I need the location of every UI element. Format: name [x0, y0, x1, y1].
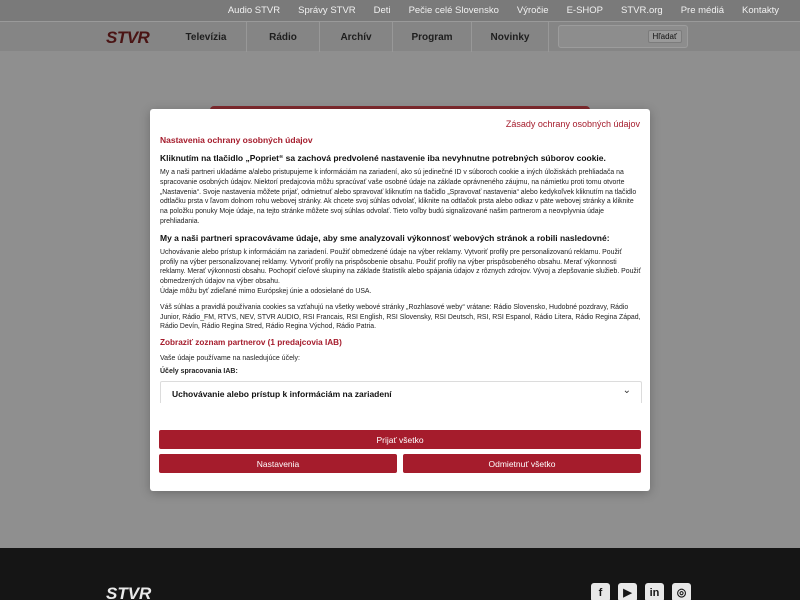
search-input[interactable] [563, 29, 643, 44]
footer-logo[interactable]: STVR [106, 584, 152, 600]
accordion-label: Uchovávanie alebo prístup k informáciám na zariadení [172, 389, 392, 400]
uses-label: Vaše údaje používame na nasledujúce účely: [160, 355, 300, 363]
privacy-policy-link[interactable]: Zásady ochrany osobných údajov [505, 119, 640, 129]
consent-intro-text: My a naši partneri ukladáme a/alebo pristupujeme k informáciám na zariadení, ako sú jedinečné ID v súboroch cookie a iných úložiskách prehliadača na spracovanie osobných údajov. Niektorí predajcovia môžu spracúvať vaše osobné údaje na základe oprávneného záujmu, na námietku proti tomu otvorte „Nastavenia“. Svoje nastavenia môžete prijať, odmietnuť alebo spravovať kliknutím na tlačidlo „Spravovať nastavenia“ alebo kedykoľvek kliknutím na tlačidlo odtlačku prsta v ľavom dolnom rohu webovej stránky. Ak chcete svoj súhlas odvolať, kliknite na odtlačok prsta alebo odkaz v päte webovej stránky a kliknite na položku ponuky Moje údaje, na tejto stránke môžete svoj súhlas odvolať. Tieto voľby budú signalizované našim partnerom a neovplyvnia údaje prehliadania. [160, 169, 637, 225]
footer [0, 548, 800, 600]
stvr-logo[interactable]: STVR [106, 28, 150, 47]
dialog-title: Nastavenia ochrany osobných údajov [160, 135, 313, 145]
utility-link-deti[interactable]: Deti [373, 5, 391, 16]
consent-scroll-area[interactable] [160, 153, 642, 414]
nav-item-archiv[interactable]: Archív [319, 22, 392, 52]
nav-menu [166, 22, 549, 52]
deny-info-heading: Kliknutím na tlačidlo „Popriet“ sa zachová predvolené nastavenie iba nevyhnutne potrebných súborov cookie. [160, 153, 606, 163]
utility-link-eshop[interactable]: E-SHOP [566, 5, 603, 16]
purposes-heading: My a naši partneri spracovávame údaje, aby sme analyzovali výkonnosť webových stránok a robili nasledovné: [160, 232, 610, 243]
nav-item-televizia[interactable]: Televízia [185, 31, 227, 43]
purpose-accordion[interactable] [160, 381, 642, 403]
utility-link-kontakty[interactable]: Kontakty [742, 5, 779, 16]
social-links [591, 583, 691, 600]
facebook-icon[interactable]: f [591, 583, 610, 600]
cookie-consent-dialog [150, 109, 650, 491]
chevron-down-icon: ⌄ [622, 385, 631, 397]
search-box [558, 25, 688, 48]
purposes-text: Uchovávanie alebo prístup k informáciám na zariadení. Použiť obmedzené údaje na výber reklamy. Vytvoriť profily pre personalizovanú reklamu. Použiť profily na výber personalizovanej reklamy. Vytvoriť profily na prispôsobenie obsahu. Použiť profily na výber prispôsobeného obsahu. Merať výkonnosti reklamy. Merať výkonnosti obsahu. Pochopiť cieľové skupiny na základe štatistík alebo spájania údajov z rôznych zdrojov. Vývoj a zlepšovanie služieb. Použiť obmedzených údajov na výber obsahu. [160, 248, 641, 286]
nav-item-novinky[interactable]: Novinky [471, 22, 549, 52]
data-transfer-text: Údaje môžu byť zdieľané mimo Európskej únie a odosielané do USA. [160, 287, 372, 295]
iab-purposes-label: Účely spracovania IAB: [160, 368, 238, 376]
nav-item-radio[interactable]: Rádio [246, 22, 319, 52]
settings-button[interactable]: Nastavenia [159, 454, 397, 473]
youtube-icon[interactable]: ▶ [618, 583, 637, 600]
main-navigation [0, 21, 800, 51]
accept-all-button[interactable]: Prijať všetko [159, 430, 641, 449]
utility-link-pre-media[interactable]: Pre médiá [680, 5, 725, 16]
websites-scope-text: Váš súhlas a pravidlá používania cookies sa vzťahujú na všetky webové stránky „Rozhlasové weby“ vrátane: Rádio Slovensko, Hudobné pozdravy, Rádio Junior, Rádio_FM, RTVS, NEV, STVR AUDIO, RSI Francais, RSI English, RSI Slovensky, RSI Deutsch, RSI, RSI Espanol, Rádio Litera, Rádio Regina Západ, Rádio Devín, Rádio Regina Stred, Rádio Regina Východ, Rádio Patria. [160, 303, 641, 331]
utility-link-pecie[interactable]: Pečie celé Slovensko [408, 5, 499, 16]
utility-links [219, 0, 788, 21]
utility-link-audio-stvr[interactable]: Audio STVR [227, 5, 281, 16]
instagram-icon[interactable]: ◎ [672, 583, 691, 600]
search-button[interactable]: Hľadať [648, 30, 682, 43]
top-utility-bar [0, 0, 800, 21]
utility-link-spravy-stvr[interactable]: Správy STVR [298, 5, 356, 16]
reject-all-button[interactable]: Odmietnuť všetko [403, 454, 641, 473]
partners-list-link[interactable]: Zobraziť zoznam partnerov (1 predajcovia IAB) [160, 338, 342, 348]
linkedin-icon[interactable]: in [645, 583, 664, 600]
utility-link-stvr-org[interactable]: STVR.org [621, 5, 663, 16]
utility-link-vyrocie[interactable]: Výročie [516, 5, 549, 16]
nav-item-program[interactable]: Program [392, 22, 471, 52]
